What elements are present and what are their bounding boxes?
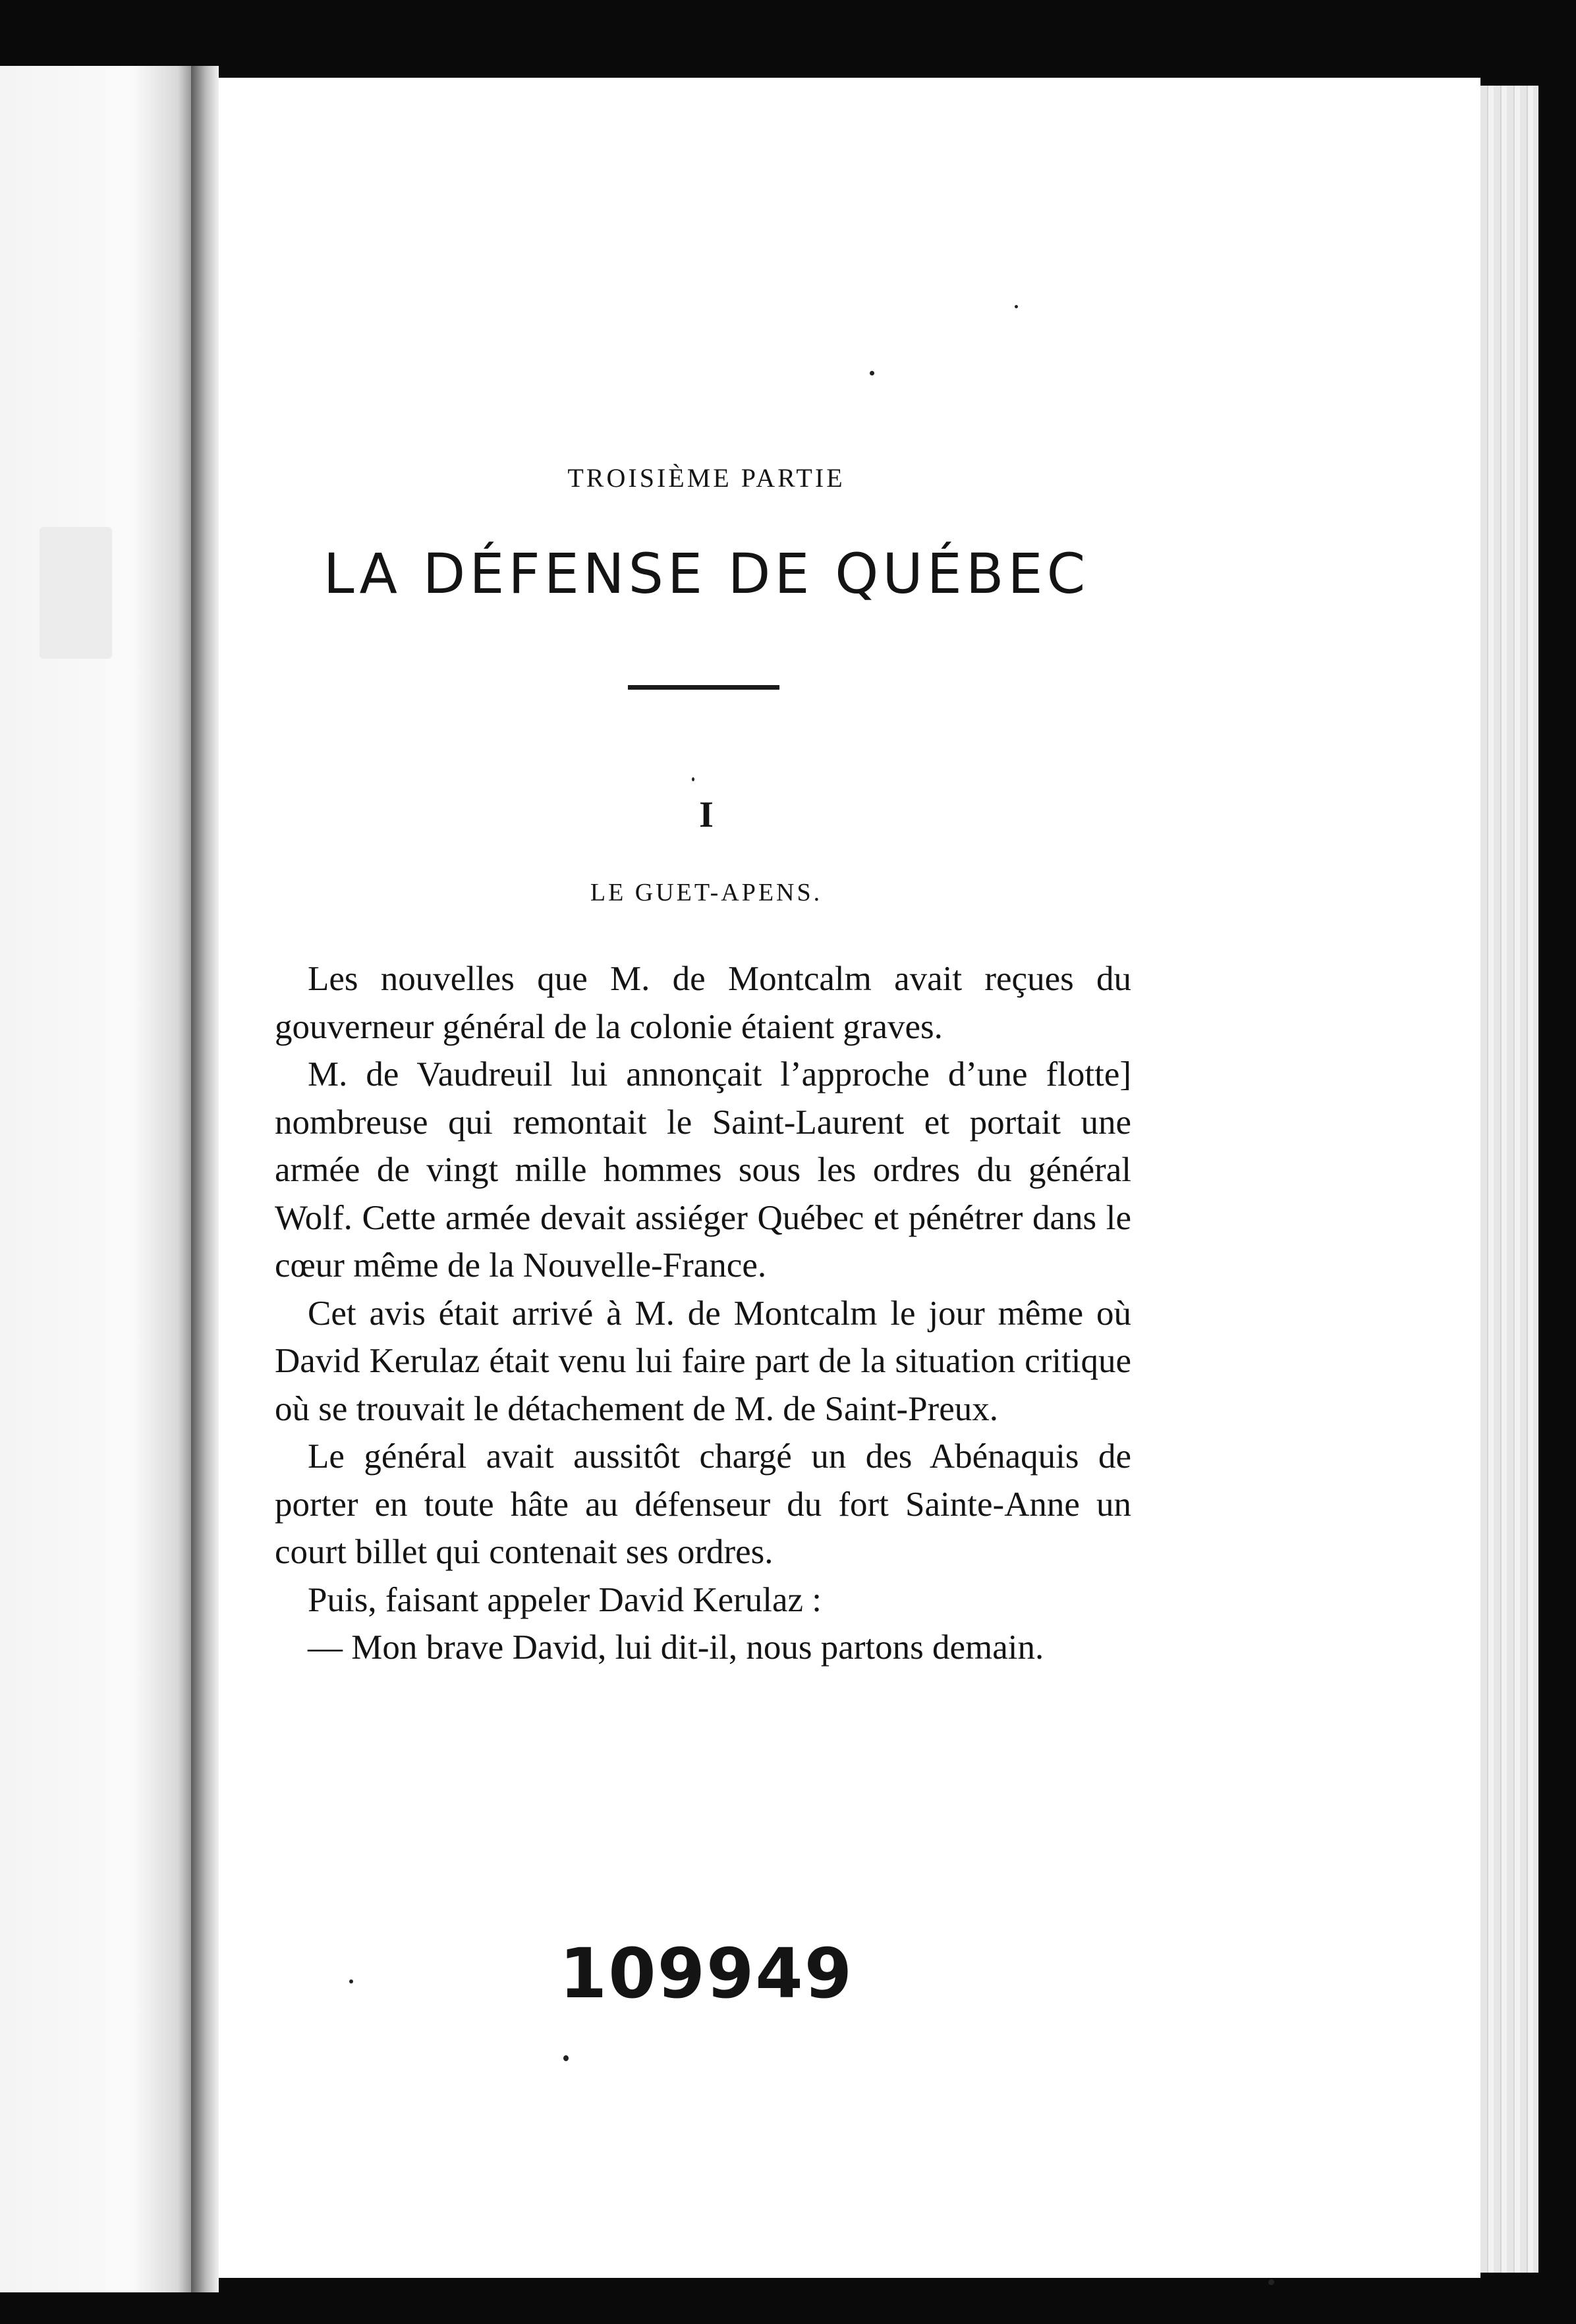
body-text — [275, 955, 1131, 1672]
paragraph: — Mon brave David, lui dit-il, nous partons demain. — [308, 1628, 1044, 1667]
scan-background-edge — [1538, 79, 1576, 2324]
paragraph: Puis, faisant appeler David Kerulaz : — [308, 1580, 822, 1619]
chapter-number: I — [699, 794, 714, 835]
page-title: LA DÉFENSE DE QUÉBEC — [323, 541, 1090, 606]
page-edges — [1480, 86, 1538, 2273]
bleed-through-mark — [40, 527, 112, 659]
left-page-margin — [0, 66, 191, 2292]
book-gutter — [191, 66, 219, 2292]
dust-speck — [692, 777, 694, 781]
dust-speck — [1015, 305, 1018, 308]
chapter-title: LE GUET-APENS. — [590, 879, 823, 906]
paragraph: Le général avait aussitôt chargé un des Abénaquis de porter en toute hâte au défenseur du fort Sainte-Anne un court billet qui contenait ses ordres. — [275, 1437, 1131, 1571]
dust-speck — [349, 1979, 353, 1983]
part-label: TROISIÈME PARTIE — [567, 463, 845, 493]
paragraph: Les nouvelles que M. de Montcalm avait reçues du gouverneur général de la colonie étaient graves. — [275, 960, 1131, 1046]
catalog-number-stamp: 109949 — [559, 1933, 854, 2014]
dust-speck — [563, 2055, 569, 2061]
paragraph: Cet avis était arrivé à M. de Montcalm le jour même où David Kerulaz était venu lui faire part de la situation critique où se trouvait le détachement de M. de Saint-Preux. — [275, 1294, 1131, 1428]
title-rule — [628, 685, 779, 690]
dust-speck — [870, 371, 874, 375]
dust-speck — [1268, 2279, 1274, 2285]
paragraph: M. de Vaudreuil lui annonçait l’approche d’une flotte] nombreuse qui remontait le Saint-Laurent et portait une armée de vingt mille hommes sous les ordres du général Wolf. Cette armée devait assiéger Québec et pénétrer dans le cœur même de la Nouvelle-France. — [275, 1055, 1131, 1285]
